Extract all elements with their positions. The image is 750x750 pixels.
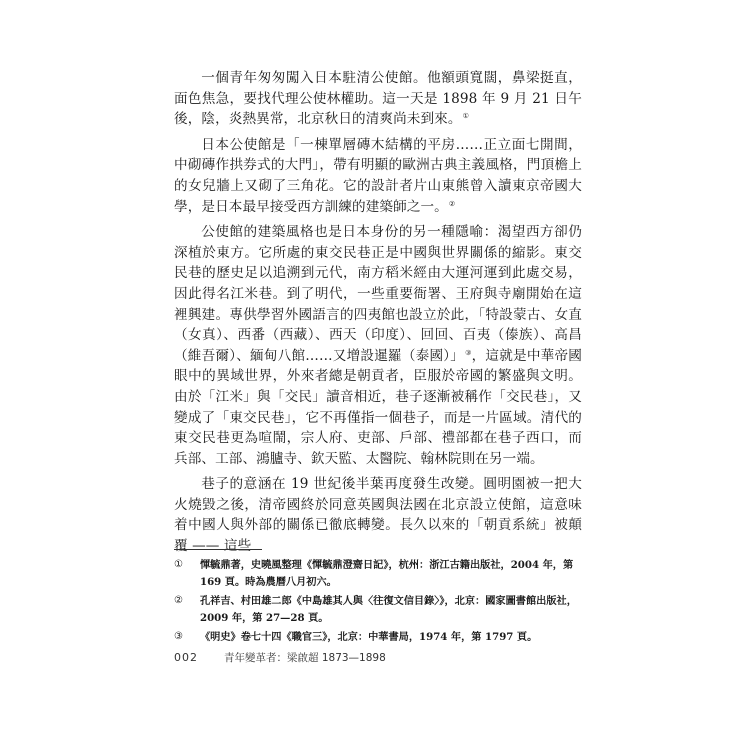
footnote-mark: ③ [174,631,184,642]
footnote-2 [174,593,584,626]
footnote-text: 孔祥吉、村田雄二郎《中島雄其人與〈往復文信目錄〉》，北京：國家圖書館出版社，2009 年，第 27—28 頁。 [200,595,577,624]
page-number: 002 [174,651,198,664]
footnote-3 [174,629,584,646]
footnote-text: 惲毓鼎著，史曉風整理《惲毓鼎澄齋日記》，杭州：浙江古籍出版社，2004 年，第 169 頁。時為農曆八月初六。 [200,559,574,588]
footnotes [174,557,584,649]
footnote-text: 《明史》卷七十四《職官三》，北京：中華書局，1974 年，第 1797 頁。 [200,631,538,643]
paragraph-4: 巷子的意涵在 19 世紀後半葉再度發生改變。圓明園被一把大火燒毀之後，清帝國終於同意英國與法國在北京設立使館，這意味着中國人與外部的關係已徹底轉變。長久以來的「朝貢系統」被顛覆 —— 這些 [174,476,582,555]
paragraph-3: 公使館的建築風格也是日本身份的另一種隱喻：渴望西方卻仍深植於東方。它所處的東交民巷正是中國與世界關係的縮影。東交民巷的歷史足以追溯到元代，南方稻米經由大運河運到此處交易，因此得名江米巷。到了明代，一些重要衙署、王府與寺廟開始在這裡興建。專供學習外國語言的四夷館也設立於此，「特設蒙古、女直（女真）、西番（西藏）、西天（印度）、回回、百夷（傣族）、高昌（維吾爾）、緬甸八館……又增設暹羅（泰國）」③，這就是中華帝國眼中的異域世界，外來者總是朝貢者，臣服於帝國的繁盛與文明。由於「江米」與「交民」讀音相近，巷子逐漸被稱作「交民巷」，又變成了「東交民巷」，它不再僅指一個巷子，而是一片區域。清代的東交民巷更為喧鬧，宗人府、吏部、戶部、禮部都在巷子西口，而兵部、工部、鴻臚寺、欽天監、太醫院、翰林院則在另一端。 [174,224,582,467]
footnote-mark: ① [174,559,184,570]
footnote-ref-1[interactable]: ① [462,112,469,121]
paragraph-2: 日本公使館是「一棟單層磚木結構的平房……正立面七開間，中砌磚作拱券式的大門」，帶有明顯的歐洲古典主義風格，門頂檐上的女兒牆上又砌了三角花。它的設計者片山東熊曾入讀東京帝國大學，是日本最早接受西方訓練的建築師之一。② [174,136,582,215]
footnote-ref-3[interactable]: ③ [465,348,472,357]
page-footer [174,650,386,665]
paragraph-1: 一個青年匆匆闖入日本駐清公使館。他額頭寬闊，鼻梁挺直，面色焦急，要找代理公使林權助。這一天是 1898 年 9 月 21 日午後，陰，炎熱異常，北京秋日的清爽尚未到來。① [174,70,582,128]
footnote-1 [174,557,584,590]
footnote-ref-2[interactable]: ② [448,199,456,208]
footnote-mark: ② [174,595,184,606]
footnote-divider [174,549,262,550]
main-text [174,68,582,557]
running-title: 青年變革者：梁啟超 1873—1898 [224,652,386,664]
